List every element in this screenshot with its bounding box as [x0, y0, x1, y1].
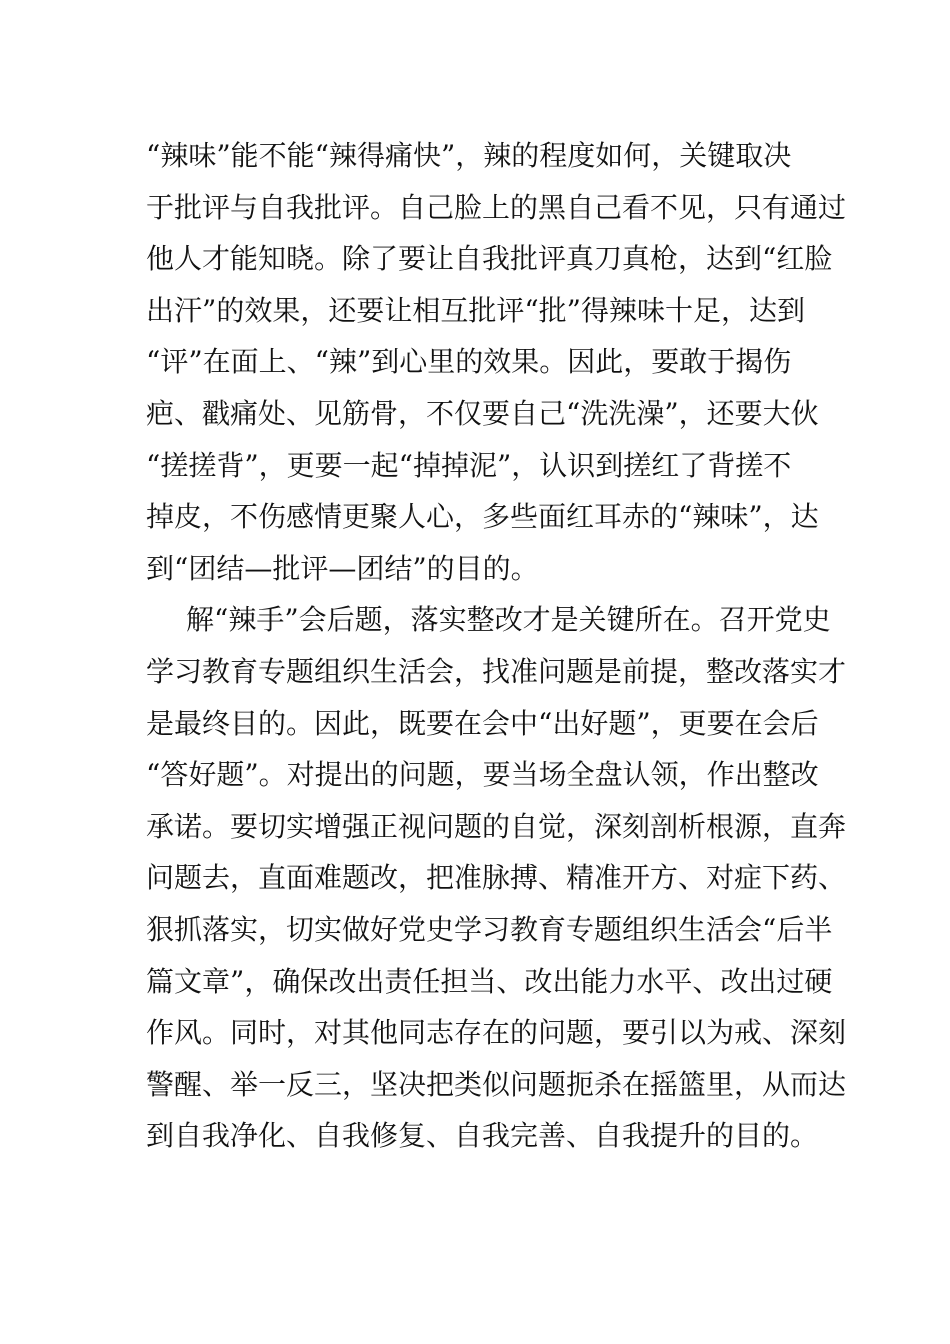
paragraph-1 [146, 130, 847, 594]
text-line: 疤、戳痛处、见筋骨，不仅要自己“洗洗澡”，还要大伙 [146, 396, 819, 430]
text-line: “辣味”能不能“辣得痛快”，辣的程度如何，关键取决 [146, 139, 792, 172]
text-line: 掉皮，不伤感情更聚人心，多些面红耳赤的“辣味”，达 [146, 500, 819, 534]
text-line: 于批评与自我批评。自己脸上的黑自己看不见，只有通过 [146, 190, 847, 224]
text-line: 篇文章”，确保改出责任担当、改出能力水平、改出过硬 [146, 964, 833, 998]
text-line: 作风。同时，对其他同志存在的问题，要引以为戒、深刻 [146, 1016, 847, 1050]
paragraph-2 [146, 594, 847, 1162]
text-line: 狠抓落实，切实做好党史学习教育专题组织生活会“后半 [146, 912, 833, 946]
text-line: 到自我净化、自我修复、自我完善、自我提升的目的。 [146, 1119, 819, 1153]
text-line: 学习教育专题组织生活会，找准问题是前提，整改落实才 [146, 654, 847, 688]
document-body [146, 130, 847, 1162]
text-line: 承诺。要切实增强正视问题的自觉，深刻剖析根源，直奔 [146, 809, 847, 843]
text-line: “评”在面上、“辣”到心里的效果。因此，要敢于揭伤 [146, 345, 792, 379]
text-line: “搓搓背”，更要一起“掉掉泥”，认识到搓红了背搓不 [146, 448, 792, 482]
text-line: 到“团结—批评—团结”的目的。 [146, 551, 539, 585]
text-line: 是最终目的。因此，既要在会中“出好题”，更要在会后 [146, 706, 819, 740]
text-line: 警醒、举一反三，坚决把类似问题扼杀在摇篮里，从而达 [146, 1067, 847, 1101]
text-line: 他人才能知晓。除了要让自我批评真刀真枪，达到“红脸 [146, 242, 833, 276]
text-line: “答好题”。对提出的问题，要当场全盘认领，作出整改 [146, 758, 819, 792]
text-line: 出汗”的效果，还要让相互批评“批”得辣味十足，达到 [146, 293, 805, 327]
text-line: 问题去，直面难题改，把准脉搏、精准开方、对症下药、 [146, 861, 847, 895]
text-line-indented: 解“辣手”会后题，落实整改才是关键所在。召开党史 [186, 603, 831, 637]
